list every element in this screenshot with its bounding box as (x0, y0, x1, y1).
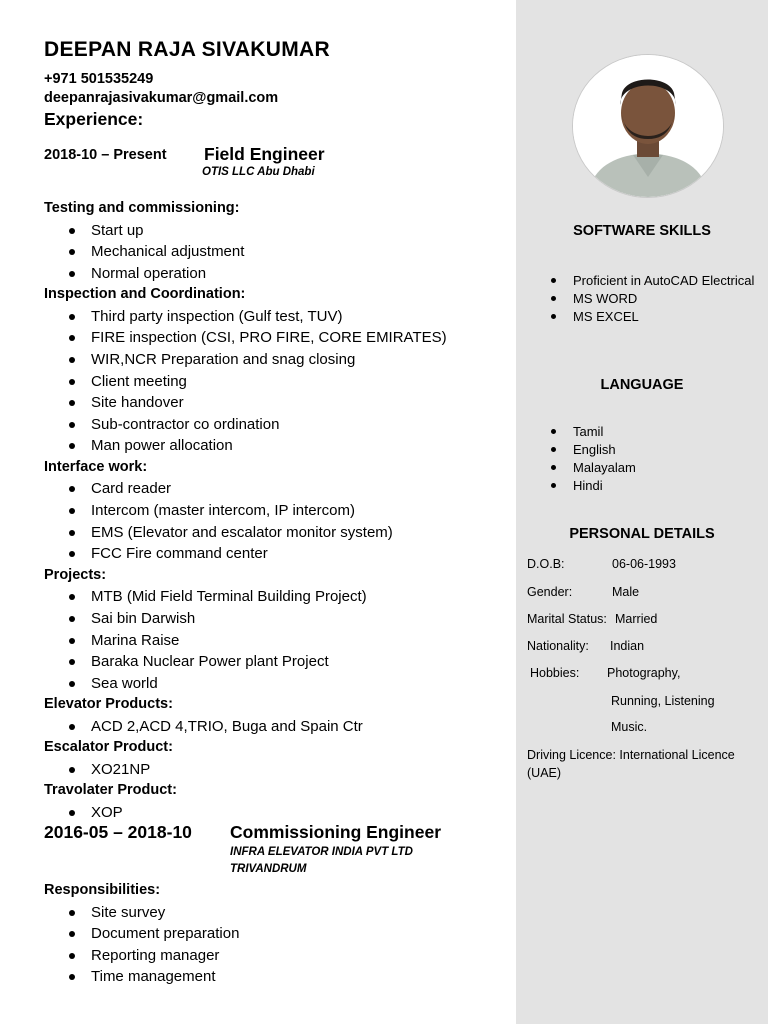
bullet-list (44, 306, 504, 457)
hobbies-value-line1: Photography, (607, 666, 681, 680)
dob-label: D.O.B: (527, 557, 565, 571)
list-item: Start up (44, 220, 504, 242)
section-heading: Projects: (44, 566, 107, 583)
language-list (548, 423, 760, 495)
list-item: Tamil (548, 423, 760, 441)
gender-value: Male (612, 585, 640, 599)
list-item: Hindi (548, 477, 760, 495)
list-item: MS EXCEL (548, 308, 760, 326)
hobbies-value-line2: Running, Listening (611, 694, 715, 708)
bullet-list (44, 716, 504, 738)
bullet-list (44, 478, 504, 564)
job1-title: Field Engineer (204, 144, 325, 164)
bullet-list (44, 586, 504, 694)
experience-heading: Experience: (44, 109, 144, 129)
section-heading: Responsibilities: (44, 882, 161, 898)
language-heading: LANGUAGE (600, 377, 684, 393)
dob-value: 06-06-1993 (612, 557, 676, 571)
list-item: FCC Fire command center (44, 543, 504, 565)
bullet-list (44, 902, 504, 988)
list-item: Reporting manager (44, 945, 504, 967)
list-item: Marina Raise (44, 630, 504, 652)
section-heading: Inspection and Coordination: (44, 286, 246, 303)
list-item: Normal operation (44, 263, 504, 285)
hobbies-value-line3: Music. (611, 720, 648, 734)
list-item: Card reader (44, 478, 504, 500)
list-item: ACD 2,ACD 4,TRIO, Buga and Spain Ctr (44, 716, 504, 738)
job1-period: 2018-10 – Present (44, 147, 167, 163)
job2-sections (44, 880, 504, 988)
candidate-name: DEEPAN RAJA SIVAKUMAR (44, 38, 330, 61)
nationality-value: Indian (610, 639, 645, 653)
job2-company-location: TRIVANDRUM (230, 863, 307, 875)
person-portrait-icon (573, 55, 723, 197)
section-heading: Testing and commissioning: (44, 200, 240, 216)
hobbies-label: Hobbies: (530, 666, 580, 680)
bullet-list (44, 220, 504, 285)
list-item: Sai bin Darwish (44, 608, 504, 630)
driving-licence-region: (UAE) (527, 766, 562, 780)
software-skills-list (548, 272, 760, 326)
list-item: Client meeting (44, 371, 504, 393)
phone-number: +971 501535249 (44, 71, 154, 87)
list-item: Site handover (44, 392, 504, 414)
job2-company: INFRA ELEVATOR INDIA PVT LTD (230, 846, 413, 858)
list-item: FIRE inspection (CSI, PRO FIRE, CORE EMIRATES) (44, 327, 504, 349)
list-item: English (548, 441, 760, 459)
list-item: Document preparation (44, 923, 504, 945)
section-heading: Interface work: (44, 458, 148, 475)
list-item: XO21NP (44, 759, 504, 781)
job1-sections (44, 198, 504, 824)
section-heading: Escalator Product: (44, 739, 173, 756)
list-item: Man power allocation (44, 435, 504, 457)
list-item: WIR,NCR Preparation and snag closing (44, 349, 504, 371)
profile-photo (572, 54, 724, 198)
marital-status-value: Married (615, 612, 658, 626)
section-heading: Travolater Product: (44, 782, 177, 799)
bullet-list (44, 802, 504, 824)
list-item: XOP (44, 802, 504, 824)
list-item: Malayalam (548, 459, 760, 477)
list-item: Baraka Nuclear Power plant Project (44, 651, 504, 673)
list-item: MTB (Mid Field Terminal Building Project) (44, 586, 504, 608)
nationality-label: Nationality: (527, 639, 589, 653)
job2-period: 2016-05 – 2018-10 (44, 822, 192, 842)
job2-title: Commissioning Engineer (230, 822, 441, 842)
list-item: Site survey (44, 902, 504, 924)
email-address: deepanrajasivakumar@gmail.com (44, 90, 279, 106)
driving-licence: Driving Licence: International Licence (527, 748, 735, 762)
list-item: MS WORD (548, 290, 760, 308)
bullet-list (44, 759, 504, 781)
job1-company: OTIS LLC Abu Dhabi (202, 166, 315, 178)
software-skills-heading: SOFTWARE SKILLS (573, 223, 711, 239)
list-item: Proficient in AutoCAD Electrical (548, 272, 760, 290)
list-item: Time management (44, 966, 504, 988)
gender-label: Gender: (527, 585, 573, 599)
personal-details-heading: PERSONAL DETAILS (569, 526, 715, 542)
list-item: Sea world (44, 673, 504, 695)
section-heading: Elevator Products: (44, 696, 173, 713)
list-item: Intercom (master intercom, IP intercom) (44, 500, 504, 522)
list-item: EMS (Elevator and escalator monitor system) (44, 522, 504, 544)
list-item: Mechanical adjustment (44, 241, 504, 263)
list-item: Third party inspection (Gulf test, TUV) (44, 306, 504, 328)
list-item: Sub-contractor co ordination (44, 414, 504, 436)
marital-status-label: Marital Status: (527, 612, 607, 626)
